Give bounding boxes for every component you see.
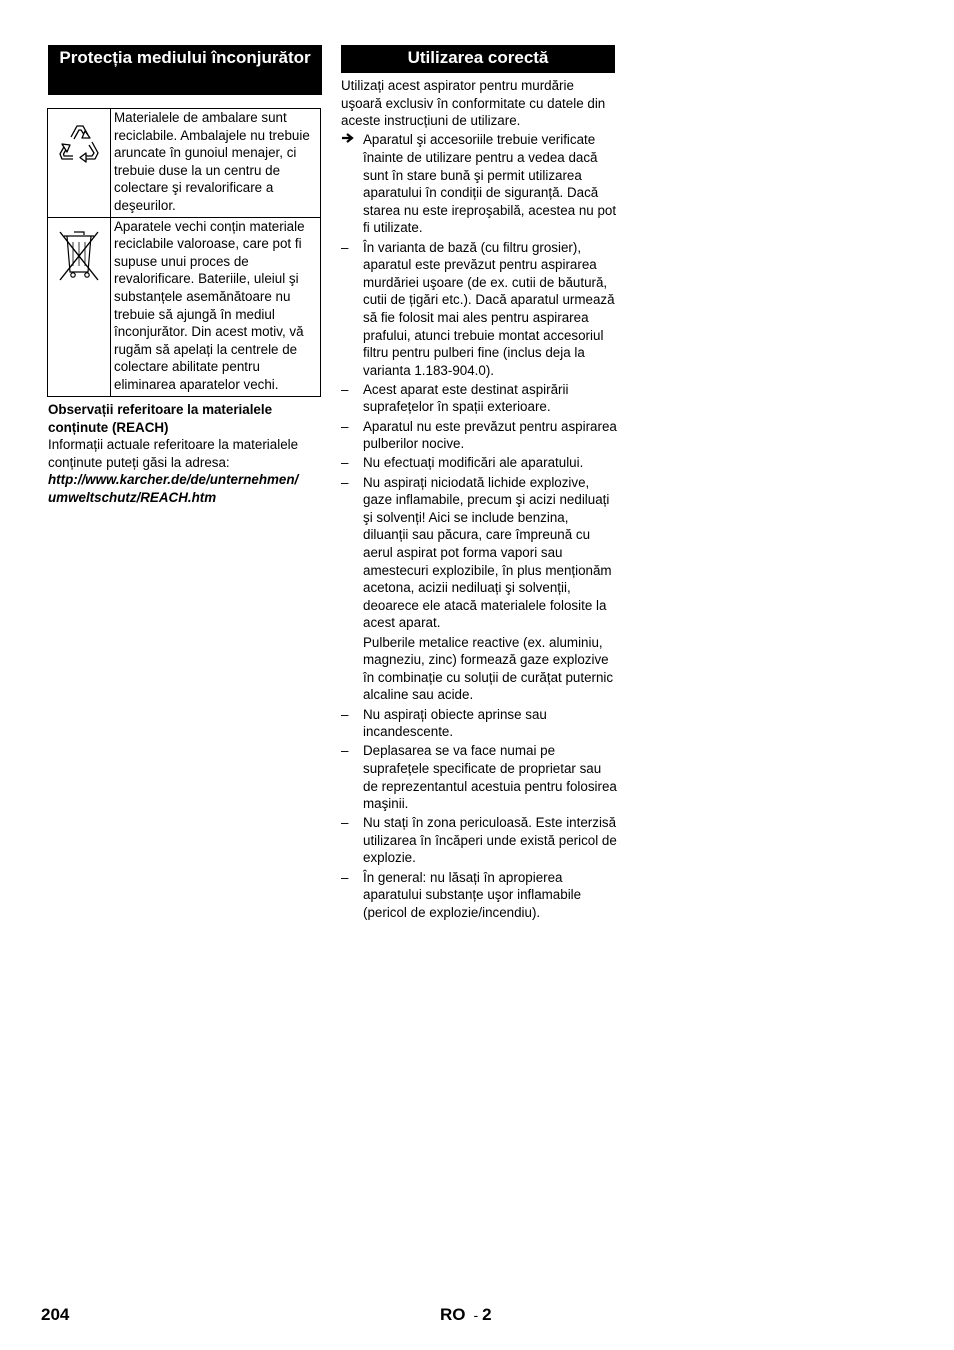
crossed-bin-icon bbox=[56, 226, 102, 284]
dash-bullet: – bbox=[341, 815, 349, 831]
arrow-item bbox=[341, 131, 617, 237]
usage-list bbox=[341, 239, 617, 922]
table-row bbox=[48, 109, 321, 218]
list-item bbox=[341, 454, 617, 472]
language-page-number: 2 bbox=[482, 1305, 492, 1324]
list-item-subtext: Pulberile metalice reactive (ex. aluminiu, magneziu, zinc) formează gaze explozive în combinație cu soluții de curățat puternic alcaline sau acide. bbox=[363, 634, 614, 703]
proper-use-content bbox=[341, 77, 617, 921]
dash-bullet: – bbox=[341, 455, 349, 471]
list-item-text: În general: nu lăsați în apropierea aparatului substanțe uşor inflamabile (pericol de explozie/incendiu). bbox=[363, 869, 582, 920]
list-item bbox=[341, 418, 617, 453]
reach-section bbox=[48, 401, 328, 507]
separator: - bbox=[473, 1307, 479, 1323]
list-item bbox=[341, 474, 617, 704]
section-heading-proper-use: Utilizarea corectă bbox=[341, 45, 615, 73]
reach-title: Observații referitoare la materialele conținute (REACH) bbox=[48, 402, 273, 435]
list-item-text: Deplasarea se va face numai pe suprafețele specificate de proprietar sau de reprezentantul acestuia pentru folosirea maşinii. bbox=[363, 743, 617, 812]
recycle-icon bbox=[52, 117, 106, 171]
section-heading-environment: Protecția mediului înconjurător bbox=[48, 45, 322, 95]
old-appliances-note: Aparatele vechi conțin materiale reciclabile valoroase, care pot fi supuse unui proces de revalorificare. Bateriile, uleiul şi substanțele asemănătoare nu trebuie să ajungă în mediul înconjurător. Din acest motiv, vă rugăm să apelați la centrele de colectare abilitate pentru eliminarea aparatelor vechi. bbox=[111, 217, 321, 396]
list-item-text: Nu aspirați niciodată lichide explozive, gaze inflamabile, precum şi acizi nediluați şi solvenți! Aici se include benzina, diluanții sau păcura, care împreună cu aerul aspirat pot forma vapori sau amestecuri explozibile, în plus menționăm acetona, acizii nediluați şi solvenții, deoarece ele atacă materialele folosite la acest aparat. bbox=[363, 474, 612, 631]
language-code: RO bbox=[440, 1305, 466, 1324]
list-item-text: Acest aparat este destinat aspirării suprafețelor în spații exterioare. bbox=[363, 381, 569, 415]
list-item bbox=[341, 742, 617, 812]
list-item bbox=[341, 239, 617, 380]
reach-text: Informații actuale referitoare la materialele conținute puteți găsi la adresa: bbox=[48, 437, 299, 470]
arrow-icon bbox=[341, 131, 359, 150]
dash-bullet: – bbox=[341, 239, 349, 255]
language-page-label bbox=[440, 1305, 492, 1325]
page-number: 204 bbox=[41, 1305, 70, 1324]
dash-bullet: – bbox=[341, 381, 349, 397]
environment-table bbox=[47, 108, 321, 397]
arrow-item-text: Aparatul şi accesoriile trebuie verificate înainte de utilizare pentru a vedea dacă sunt în stare bună şi permit utilizarea aparatului în condiții de siguranță. Dacă starea nu este ireproşabilă, acestea nu pot fi utilizate. bbox=[363, 132, 617, 236]
reach-link[interactable]: http://www.karcher.de/de/unternehmen/ umweltschutz/REACH.htm bbox=[48, 472, 299, 505]
dash-bullet: – bbox=[341, 869, 349, 885]
intro-paragraph: Utilizați acest aspirator pentru murdărie uşoară exclusiv în conformitate cu datele din aceste instrucțiuni de utilizare. bbox=[341, 78, 606, 129]
list-item bbox=[341, 869, 617, 922]
list-item-text: Nu aspirați obiecte aprinse sau incandescente. bbox=[363, 706, 547, 740]
table-row bbox=[48, 217, 321, 396]
dash-bullet: – bbox=[341, 743, 349, 759]
list-item-text: În varianta de bază (cu filtru grosier), aparatul este prevăzut pentru aspirarea murdăriei uşoare (de ex. cutii de băutură, cutii de țigări etc.). Dacă aparatul urmează să fie folosit mai ales pentru aspirarea prafului, atunci trebuie montat accesoriul filtru pentru pulberi fine (inclus deja la varianta 1.183-904.0). bbox=[363, 239, 615, 378]
list-item bbox=[341, 381, 617, 416]
list-item-text: Aparatul nu este prevăzut pentru aspirarea pulberilor nocive. bbox=[363, 418, 617, 452]
list-item-text: Nu efectuați modificări ale aparatului. bbox=[363, 455, 584, 471]
dash-bullet: – bbox=[341, 474, 349, 490]
list-item-text: Nu stați în zona periculoasă. Este interzisă utilizarea în încăperi unde există pericol de explozie. bbox=[363, 815, 617, 866]
dash-bullet: – bbox=[341, 706, 349, 722]
list-item bbox=[341, 706, 617, 741]
list-item bbox=[341, 814, 617, 867]
dash-bullet: – bbox=[341, 418, 349, 434]
recycling-note: Materialele de ambalare sunt reciclabile. Ambalajele nu trebuie aruncate în gunoiul menajer, ci trebuie duse la un centru de colectare şi revalorificare a deşeurilor. bbox=[111, 109, 321, 218]
